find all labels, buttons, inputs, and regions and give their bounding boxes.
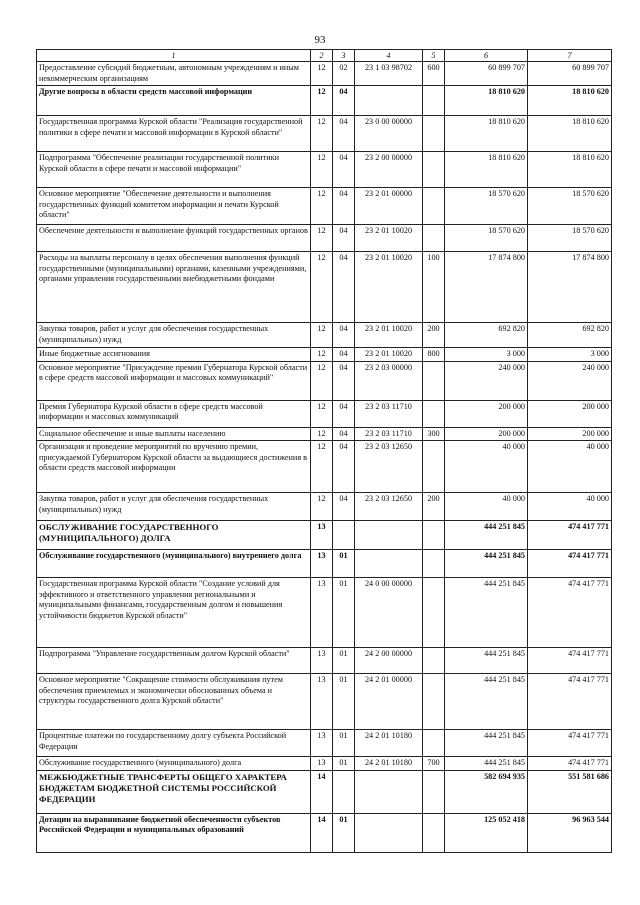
row-value-year2: 17 874 800 xyxy=(528,252,612,323)
row-expense-type xyxy=(423,674,445,730)
table-row xyxy=(37,441,612,493)
row-expense-type xyxy=(423,730,445,757)
row-value-year2: 474 417 771 xyxy=(528,730,612,757)
row-expense-type xyxy=(423,521,445,550)
table-row xyxy=(37,116,612,152)
row-section: 12 xyxy=(311,348,333,362)
row-name: Предоставление субсидий бюджетным, автономным учреждениям и иным некоммерческим организациям xyxy=(37,62,311,86)
row-value-year1: 40 000 xyxy=(445,493,528,521)
row-section: 13 xyxy=(311,757,333,771)
row-value-year2: 18 570 620 xyxy=(528,188,612,225)
row-section: 14 xyxy=(311,770,333,813)
row-section: 12 xyxy=(311,116,333,152)
row-value-year1: 444 251 845 xyxy=(445,674,528,730)
row-name: Дотации на выравнивание бюджетной обеспеченности субъектов Российской Федерации и муниципальных образований xyxy=(37,813,311,852)
row-name: Иные бюджетные ассигнования xyxy=(37,348,311,362)
row-subsection: 04 xyxy=(333,86,355,116)
row-section: 13 xyxy=(311,550,333,578)
row-target-code: 24 2 01 10180 xyxy=(355,757,423,771)
row-target-code: 23 2 03 11710 xyxy=(355,400,423,427)
row-target-code: 23 2 03 00000 xyxy=(355,361,423,400)
row-name: Процентные платежи по государственному долгу субъекта Российской Федерации xyxy=(37,730,311,757)
row-section: 13 xyxy=(311,674,333,730)
row-target-code: 24 2 00 00000 xyxy=(355,648,423,674)
row-value-year1: 200 000 xyxy=(445,400,528,427)
row-value-year1: 3 000 xyxy=(445,348,528,362)
table-row xyxy=(37,152,612,188)
table-row xyxy=(37,86,612,116)
row-expense-type xyxy=(423,578,445,648)
row-name: Основное мероприятие "Присуждение премии Губернатора Курской области в сфере средств массовой информации и массовых коммуникаций" xyxy=(37,361,311,400)
row-value-year2: 40 000 xyxy=(528,493,612,521)
row-subsection: 01 xyxy=(333,674,355,730)
row-name: Обеспечение деятельности и выполнение функций государственных органов xyxy=(37,225,311,252)
row-target-code xyxy=(355,813,423,852)
row-value-year1: 240 000 xyxy=(445,361,528,400)
row-expense-type: 200 xyxy=(423,493,445,521)
row-subsection: 04 xyxy=(333,361,355,400)
row-value-year2: 474 417 771 xyxy=(528,578,612,648)
header-cell: 3 xyxy=(333,50,355,62)
row-subsection: 04 xyxy=(333,116,355,152)
table-row xyxy=(37,427,612,441)
row-name: Подпрограмма "Обеспечение реализации государственной политики Курской области в сфере печати и массовой информации" xyxy=(37,152,311,188)
row-target-code: 23 2 03 11710 xyxy=(355,427,423,441)
row-target-code: 23 2 00 00000 xyxy=(355,152,423,188)
row-expense-type: 600 xyxy=(423,62,445,86)
row-target-code: 23 0 00 00000 xyxy=(355,116,423,152)
row-target-code: 23 2 01 00000 xyxy=(355,188,423,225)
row-name: Организация и проведение мероприятий по вручению премии, присуждаемой Губернатором Курской области за выдающиеся достижения в области средств массовой информации xyxy=(37,441,311,493)
row-subsection: 04 xyxy=(333,323,355,348)
row-subsection: 01 xyxy=(333,730,355,757)
table-row xyxy=(37,813,612,852)
row-target-code xyxy=(355,770,423,813)
row-target-code: 23 2 01 10020 xyxy=(355,348,423,362)
table-row xyxy=(37,648,612,674)
row-name: МЕЖБЮДЖЕТНЫЕ ТРАНСФЕРТЫ ОБЩЕГО ХАРАКТЕРА БЮДЖЕТАМ БЮДЖЕТНОЙ СИСТЕМЫ РОССИЙСКОЙ ФЕДЕРАЦИИ xyxy=(37,770,311,813)
row-section: 12 xyxy=(311,62,333,86)
table-row xyxy=(37,730,612,757)
row-value-year2: 18 810 620 xyxy=(528,152,612,188)
row-section: 12 xyxy=(311,427,333,441)
header-row xyxy=(37,50,612,62)
row-expense-type xyxy=(423,648,445,674)
row-value-year2: 3 000 xyxy=(528,348,612,362)
row-expense-type: 800 xyxy=(423,348,445,362)
row-value-year2: 18 810 620 xyxy=(528,116,612,152)
row-subsection: 04 xyxy=(333,441,355,493)
row-expense-type xyxy=(423,441,445,493)
row-target-code: 23 1 03 98702 xyxy=(355,62,423,86)
row-value-year1: 444 251 845 xyxy=(445,550,528,578)
row-expense-type xyxy=(423,152,445,188)
row-expense-type xyxy=(423,550,445,578)
header-cell: 7 xyxy=(528,50,612,62)
row-name: ОБСЛУЖИВАНИЕ ГОСУДАРСТВЕННОГО (МУНИЦИПАЛЬНОГО) ДОЛГА xyxy=(37,521,311,550)
row-section: 12 xyxy=(311,400,333,427)
row-expense-type xyxy=(423,225,445,252)
row-expense-type: 200 xyxy=(423,323,445,348)
row-subsection: 04 xyxy=(333,400,355,427)
table-row xyxy=(37,578,612,648)
row-value-year2: 40 000 xyxy=(528,441,612,493)
row-expense-type: 300 xyxy=(423,427,445,441)
row-name: Основное мероприятие "Обеспечение деятельности и выполнения государственных функций комитетом информации и печати Курской области" xyxy=(37,188,311,225)
row-name: Государственная программа Курской области "Создание условий для эффективного и ответственного управления региональными и муниципальными финансами, государственным долгом и повышения устойчивости бюджетов Курской области" xyxy=(37,578,311,648)
table-row xyxy=(37,252,612,323)
row-name: Основное мероприятие "Сокращение стоимости обслуживания путем обеспечения приемлемых и экономически обоснованных объема и структуры государственного долга Курской области" xyxy=(37,674,311,730)
row-target-code: 23 2 01 10020 xyxy=(355,225,423,252)
table-row xyxy=(37,348,612,362)
table-row xyxy=(37,188,612,225)
table-row xyxy=(37,493,612,521)
table-row xyxy=(37,225,612,252)
row-value-year1: 444 251 845 xyxy=(445,757,528,771)
row-expense-type: 100 xyxy=(423,252,445,323)
row-value-year2: 18 570 620 xyxy=(528,225,612,252)
row-name: Социальное обеспечение и иные выплаты населению xyxy=(37,427,311,441)
row-target-code: 24 2 01 00000 xyxy=(355,674,423,730)
row-target-code xyxy=(355,550,423,578)
row-section: 12 xyxy=(311,225,333,252)
row-section: 13 xyxy=(311,648,333,674)
row-section: 12 xyxy=(311,361,333,400)
row-value-year2: 551 581 686 xyxy=(528,770,612,813)
table-row xyxy=(37,770,612,813)
row-value-year2: 240 000 xyxy=(528,361,612,400)
row-subsection: 01 xyxy=(333,550,355,578)
table-row xyxy=(37,62,612,86)
table-row xyxy=(37,757,612,771)
row-value-year1: 18 810 620 xyxy=(445,86,528,116)
row-value-year1: 692 820 xyxy=(445,323,528,348)
row-value-year2: 96 963 544 xyxy=(528,813,612,852)
header-cell: 6 xyxy=(445,50,528,62)
table-row xyxy=(37,674,612,730)
row-name: Подпрограмма "Управление государственным долгом Курской области" xyxy=(37,648,311,674)
row-value-year1: 125 052 418 xyxy=(445,813,528,852)
header-cell: 4 xyxy=(355,50,423,62)
row-section: 12 xyxy=(311,493,333,521)
row-section: 13 xyxy=(311,521,333,550)
row-section: 12 xyxy=(311,252,333,323)
table-row xyxy=(37,400,612,427)
row-target-code xyxy=(355,521,423,550)
table-row xyxy=(37,323,612,348)
row-section: 12 xyxy=(311,441,333,493)
row-value-year1: 18 570 620 xyxy=(445,188,528,225)
row-value-year1: 60 899 707 xyxy=(445,62,528,86)
row-target-code: 23 2 01 10020 xyxy=(355,252,423,323)
header-cell: 1 xyxy=(37,50,311,62)
row-name: Другие вопросы в области средств массовой информации xyxy=(37,86,311,116)
row-value-year2: 692 820 xyxy=(528,323,612,348)
row-value-year2: 60 899 707 xyxy=(528,62,612,86)
row-value-year2: 18 810 620 xyxy=(528,86,612,116)
row-name: Расходы на выплаты персоналу в целях обеспечения выполнения функций государственными (муниципальными) органами, казенными учреждениями, органами управления государственными внебюджетными фондами xyxy=(37,252,311,323)
row-target-code: 24 2 01 10180 xyxy=(355,730,423,757)
row-value-year1: 18 570 620 xyxy=(445,225,528,252)
row-value-year1: 18 810 620 xyxy=(445,152,528,188)
row-subsection: 01 xyxy=(333,648,355,674)
row-expense-type xyxy=(423,188,445,225)
row-value-year2: 474 417 771 xyxy=(528,757,612,771)
row-value-year1: 582 694 935 xyxy=(445,770,528,813)
page-number: 93 xyxy=(314,34,326,46)
row-expense-type: 700 xyxy=(423,757,445,771)
row-subsection xyxy=(333,521,355,550)
row-name: Премия Губернатора Курской области в сфере средств массовой информации и массовых коммуникаций xyxy=(37,400,311,427)
row-expense-type xyxy=(423,770,445,813)
row-subsection: 04 xyxy=(333,252,355,323)
row-expense-type xyxy=(423,361,445,400)
row-name: Государственная программа Курской области "Реализация государственной политики в сфере печати и массовой информации в Курской области" xyxy=(37,116,311,152)
row-value-year2: 200 000 xyxy=(528,400,612,427)
row-subsection: 04 xyxy=(333,493,355,521)
row-subsection: 02 xyxy=(333,62,355,86)
row-name: Обслуживание государственного (муниципального) внутреннего долга xyxy=(37,550,311,578)
row-section: 12 xyxy=(311,323,333,348)
row-section: 12 xyxy=(311,152,333,188)
row-value-year1: 444 251 845 xyxy=(445,648,528,674)
row-value-year1: 444 251 845 xyxy=(445,730,528,757)
row-value-year2: 474 417 771 xyxy=(528,550,612,578)
table-row xyxy=(37,550,612,578)
budget-table xyxy=(36,49,612,853)
row-value-year1: 18 810 620 xyxy=(445,116,528,152)
header-cell: 5 xyxy=(423,50,445,62)
row-value-year2: 200 000 xyxy=(528,427,612,441)
row-subsection: 04 xyxy=(333,427,355,441)
row-expense-type xyxy=(423,116,445,152)
row-target-code: 23 2 03 12650 xyxy=(355,493,423,521)
row-value-year2: 474 417 771 xyxy=(528,521,612,550)
row-value-year1: 200 000 xyxy=(445,427,528,441)
row-subsection: 01 xyxy=(333,578,355,648)
row-subsection xyxy=(333,770,355,813)
row-value-year2: 474 417 771 xyxy=(528,648,612,674)
table-row xyxy=(37,361,612,400)
row-name: Закупка товаров, работ и услуг для обеспечения государственных (муниципальных) нужд xyxy=(37,323,311,348)
row-subsection: 04 xyxy=(333,188,355,225)
row-expense-type xyxy=(423,86,445,116)
row-name: Закупка товаров, работ и услуг для обеспечения государственных (муниципальных) нужд xyxy=(37,493,311,521)
row-target-code: 23 2 03 12650 xyxy=(355,441,423,493)
row-value-year1: 40 000 xyxy=(445,441,528,493)
row-name: Обслуживание государственного (муниципального) долга xyxy=(37,757,311,771)
row-section: 13 xyxy=(311,578,333,648)
row-section: 12 xyxy=(311,188,333,225)
row-value-year2: 474 417 771 xyxy=(528,674,612,730)
row-section: 13 xyxy=(311,730,333,757)
table-row xyxy=(37,521,612,550)
row-value-year1: 444 251 845 xyxy=(445,578,528,648)
header-cell: 2 xyxy=(311,50,333,62)
row-expense-type xyxy=(423,400,445,427)
row-subsection: 04 xyxy=(333,348,355,362)
row-value-year1: 444 251 845 xyxy=(445,521,528,550)
row-value-year1: 17 874 800 xyxy=(445,252,528,323)
row-section: 12 xyxy=(311,86,333,116)
row-subsection: 04 xyxy=(333,225,355,252)
row-subsection: 01 xyxy=(333,757,355,771)
row-subsection: 01 xyxy=(333,813,355,852)
row-section: 14 xyxy=(311,813,333,852)
row-target-code xyxy=(355,86,423,116)
row-expense-type xyxy=(423,813,445,852)
row-target-code: 24 0 00 00000 xyxy=(355,578,423,648)
row-target-code: 23 2 01 10020 xyxy=(355,323,423,348)
row-subsection: 04 xyxy=(333,152,355,188)
